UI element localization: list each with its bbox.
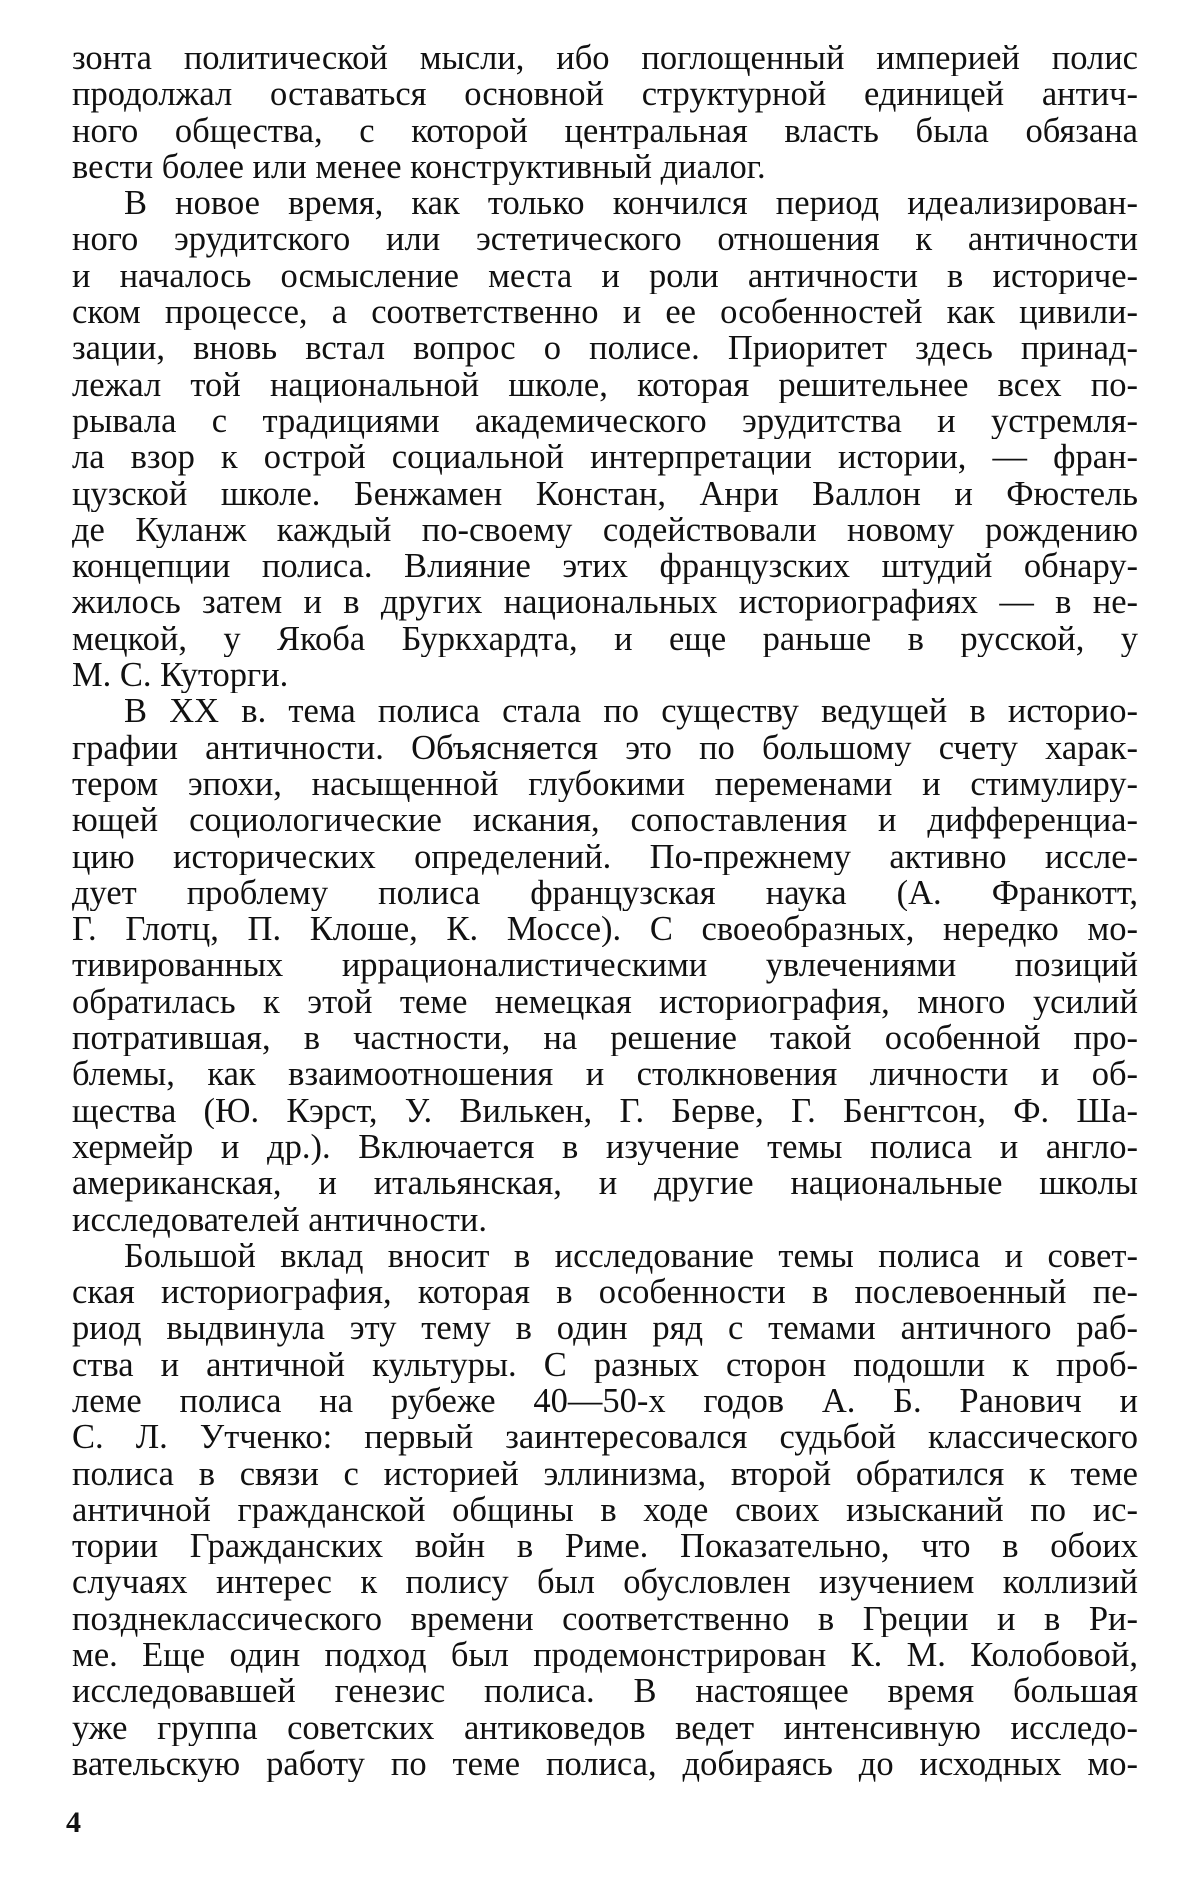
page-body (72, 40, 1138, 1840)
text-line: вести более или менее конструктивный диалог. (72, 148, 766, 186)
paragraph (72, 693, 1138, 1237)
text-line: полиса в связи с историей эллинизма, второй обратился к теме (72, 1455, 1138, 1492)
text-line: вательскую работу по теме полиса, добираясь до исходных мо- (72, 1745, 1138, 1783)
text-line: хермейр и др.). Включается в изучение темы полиса и англо- (72, 1128, 1138, 1166)
text-line: уже группа советских антиковедов ведет интенсивную исследо- (72, 1709, 1138, 1746)
text-line: жилось затем и в других национальных историографиях — в не- (72, 584, 1138, 621)
text-line: Г. Глотц, П. Клоше, К. Моссе). С своеобразных, нередко мо- (72, 911, 1138, 948)
text-line: продолжал оставаться основной структурной единицей антич- (72, 76, 1138, 113)
text-line: и началось осмысление места и роли античности в историче- (72, 257, 1138, 295)
text-line: ного общества, с которой центральная власть была обязана (72, 112, 1138, 149)
text-line: риод выдвинула эту тему в один ряд с темами античного раб- (72, 1310, 1138, 1347)
text-line: потратившая, в частности, на решение такой особенной про- (72, 1020, 1138, 1057)
text-line: ская историография, которая в особенности в послевоенный пе- (72, 1274, 1138, 1311)
text-line: обратилась к этой теме немецкая историография, много усилий (72, 983, 1138, 1021)
text-line: тером эпохи, насыщенной глубокими переменами и стимулиру- (72, 765, 1138, 803)
paragraph (72, 1238, 1138, 1782)
text-line: С. Л. Утченко: первый заинтересовался судьбой классического (72, 1419, 1138, 1456)
paragraph (72, 185, 1138, 693)
text-line: американская, и итальянская, и другие национальные школы (72, 1165, 1138, 1202)
text-line: лежал той национальной школе, которая решительнее всех по- (72, 366, 1138, 403)
text-line: случаях интерес к полису был обусловлен изучением коллизий (72, 1564, 1138, 1601)
text-line: ного эрудитского или эстетического отношения к античности (72, 221, 1138, 258)
text-line: тивированных иррационалистическими увлечениями позиций (72, 947, 1138, 984)
text-line: дует проблему полиса французская наука (А. Франкотт, (72, 874, 1138, 912)
text-line: античной гражданской общины в ходе своих изысканий по ис- (72, 1491, 1138, 1529)
text-line: ла взор к острой социальной интерпретации истории, — фран- (72, 439, 1138, 476)
text-line: Большой вклад вносит в исследование темы полиса и совет- (124, 1237, 1138, 1275)
text-line: де Куланж каждый по-своему содействовали новому рождению (72, 511, 1138, 549)
text-line: ства и античной культуры. С разных сторон подошли к проб- (72, 1346, 1138, 1383)
text-line: концепции полиса. Влияние этих французских штудий обнару- (72, 548, 1138, 585)
text-line: тории Гражданских войн в Риме. Показательно, что в обоих (72, 1528, 1138, 1565)
text-line: ющей социологические искания, сопоставления и дифференциа- (72, 802, 1138, 839)
text-line: ском процессе, а соответственно и ее особенностей как цивили- (72, 294, 1138, 331)
text-line: графии античности. Объясняется это по большому счету харак- (72, 729, 1138, 766)
text-line: исследовавшей генезис полиса. В настоящее время большая (72, 1673, 1138, 1710)
text-line: зации, вновь встал вопрос о полисе. Приоритет здесь принад- (72, 330, 1138, 367)
text-line: рывала с традициями академического эрудитства и устремля- (72, 402, 1138, 440)
text-line: исследователей античности. (72, 1201, 487, 1238)
text-line: В новое время, как только кончился период идеализирован- (124, 185, 1138, 222)
text-line: позднеклассического времени соответственно в Греции и в Ри- (72, 1600, 1138, 1638)
text-line: блемы, как взаимоотношения и столкновения личности и об- (72, 1056, 1138, 1093)
text-line: зонта политической мысли, ибо поглощенный империей полис (72, 40, 1138, 77)
text-line: В XX в. тема полиса стала по существу ведущей в историо- (124, 693, 1138, 730)
text-line: цию исторических определений. По-прежнему активно иссле- (72, 838, 1138, 875)
text-line: М. С. Куторги. (72, 657, 289, 694)
text-line: мецкой, у Якоба Буркхардта, и еще раньше в русской, у (72, 620, 1138, 658)
text-line: цузской школе. Бенжамен Констан, Анри Валлон и Фюстель (72, 475, 1138, 512)
text-line: щества (Ю. Кэрст, У. Вилькен, Г. Берве, Г. Бенгтсон, Ф. Ша- (72, 1092, 1138, 1129)
text-line: ме. Еще один подход был продемонстрирован К. М. Колобовой, (72, 1637, 1138, 1674)
text-line: леме полиса на рубеже 40—50-х годов А. Б. Ранович и (72, 1382, 1138, 1420)
paragraph (72, 40, 1138, 185)
page-number: 4 (66, 1806, 81, 1839)
